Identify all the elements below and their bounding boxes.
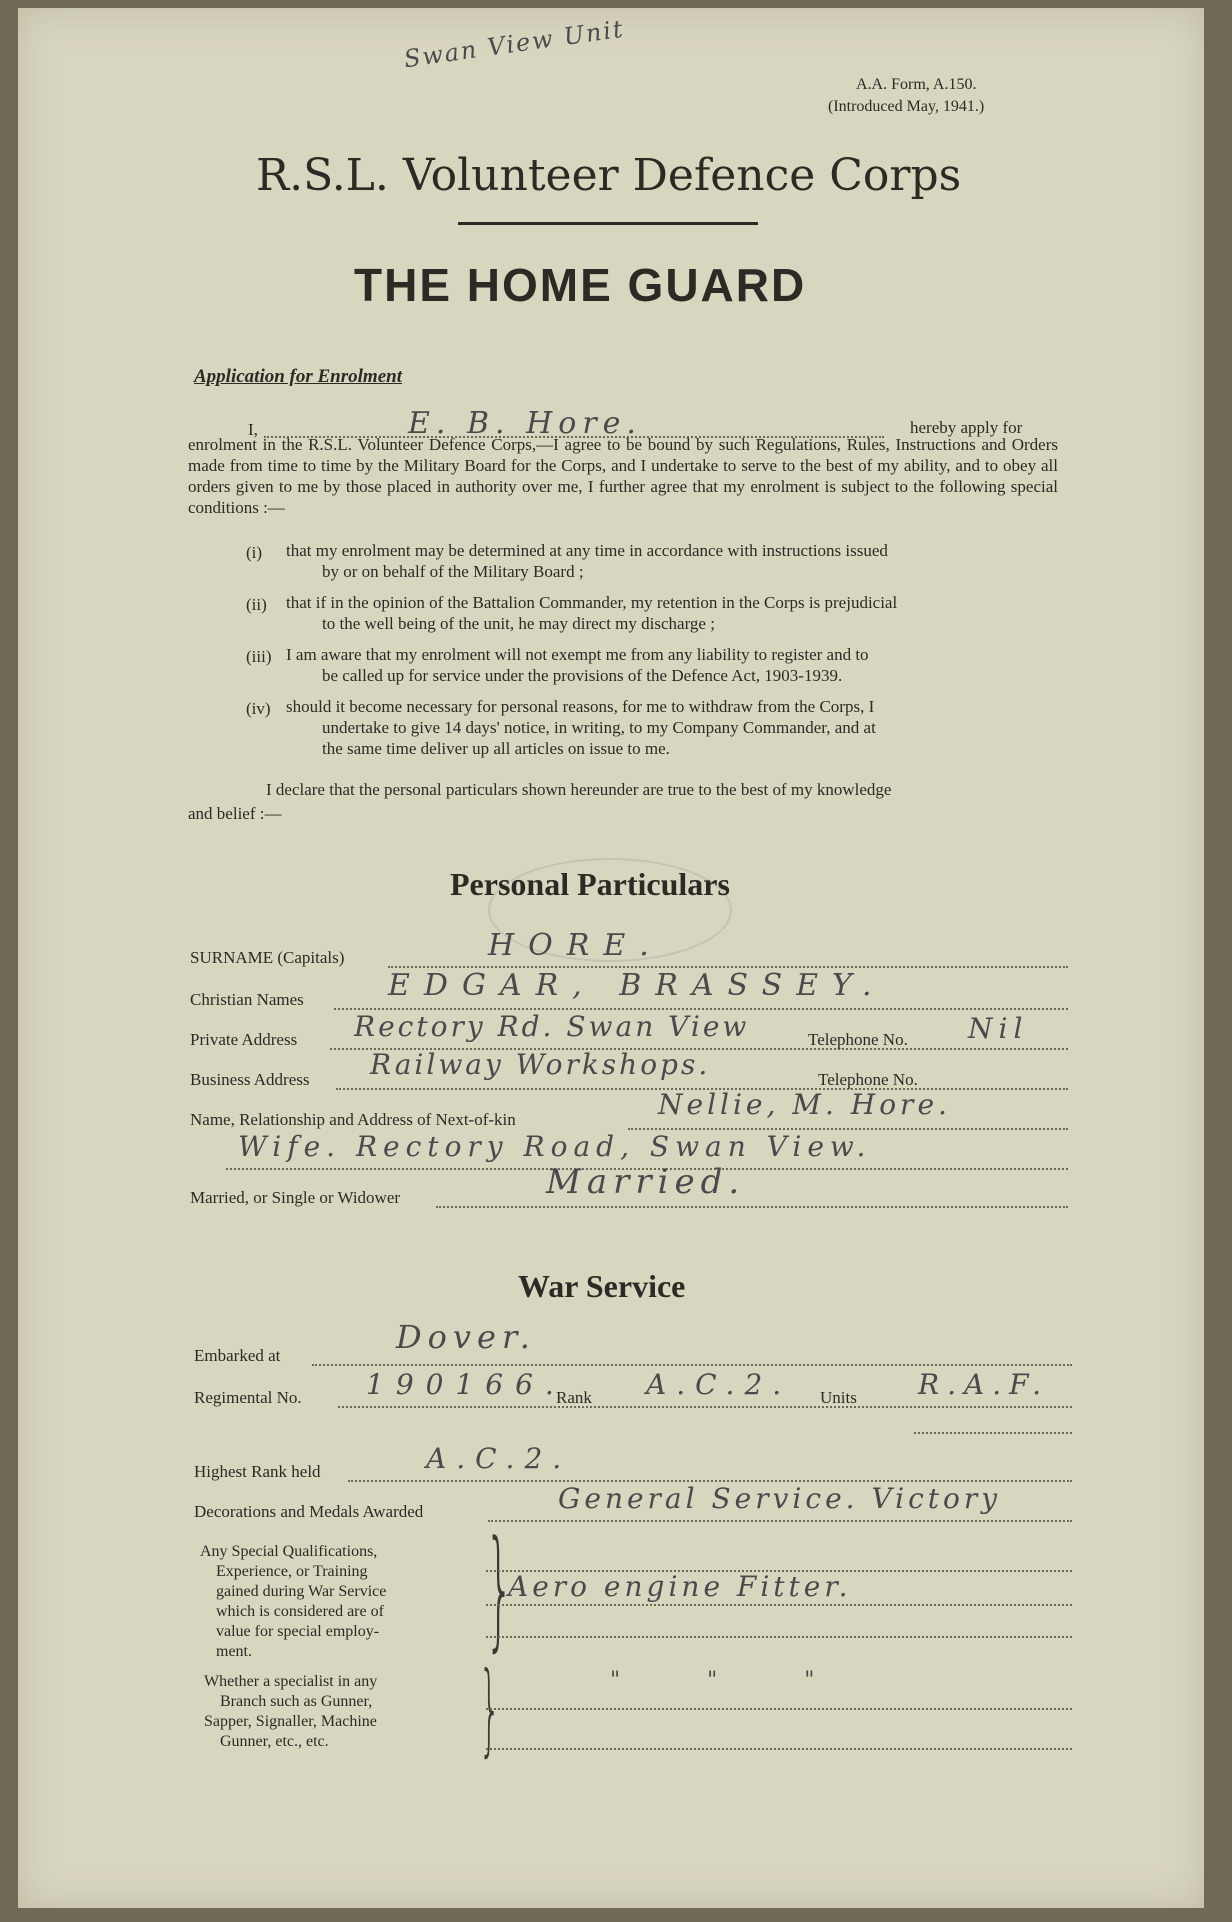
regimental-number-value: 190166. — [366, 1368, 566, 1401]
condition-1-line2: by or on behalf of the Military Board ; — [322, 562, 584, 581]
qualifications-brace: } — [484, 1512, 514, 1664]
private-telephone-label: Telephone No. — [808, 1030, 908, 1049]
applicant-name: E. B. Hore. — [408, 406, 642, 441]
qualifications-value: Aero engine Fitter. — [508, 1570, 852, 1603]
embarked-line — [312, 1364, 1072, 1366]
condition-3-line1: I am aware that my enrolment will not exempt me from any liability to register and to — [286, 645, 869, 664]
war-service-heading: War Service — [518, 1268, 686, 1304]
next-of-kin-label: Name, Relationship and Address of Next-of-kin — [190, 1110, 516, 1129]
private-address-label: Private Address — [190, 1030, 298, 1049]
qualifications-label-line4: which is considered are of — [216, 1603, 384, 1620]
units-value: R.A.F. — [918, 1368, 1050, 1401]
condition-1-number: (i) — [246, 543, 263, 562]
handwritten-annotation: Swan View Unit — [402, 14, 627, 74]
marital-status-label: Married, or Single or Widower — [190, 1188, 401, 1207]
surname-value: HORE. — [488, 928, 663, 963]
decorations-label: Decorations and Medals Awarded — [194, 1502, 424, 1521]
next-of-kin-value: Nellie, M. Hore. — [658, 1088, 951, 1121]
christian-names-label: Christian Names — [190, 990, 304, 1009]
condition-4 — [246, 696, 1066, 759]
marital-status-line — [436, 1206, 1068, 1208]
specialist-label-line3: Sapper, Signaller, Machine — [204, 1713, 377, 1730]
business-address-value: Railway Workshops. — [370, 1048, 711, 1081]
qualifications-label-line1: Any Special Qualifications, — [200, 1543, 378, 1560]
rank-value: A.C.2. — [646, 1368, 792, 1401]
christian-names-value: EDGAR, BRASSEY. — [388, 968, 886, 1003]
application-heading: Application for Enrolment — [194, 366, 402, 387]
business-address-label: Business Address — [190, 1070, 310, 1089]
specialist-brace: } — [478, 1650, 501, 1767]
condition-4-line3: the same time deliver up all articles on issue to me. — [322, 739, 670, 758]
condition-1-line1: that my enrolment may be determined at any time in accordance with instructions issued — [286, 541, 888, 560]
highest-rank-label: Highest Rank held — [194, 1462, 321, 1481]
embarked-value: Dover. — [396, 1318, 536, 1356]
qualifications-label-line3: gained during War Service — [216, 1583, 387, 1600]
declaration-suffix: hereby apply for — [910, 418, 1023, 437]
condition-3-number: (iii) — [246, 647, 272, 666]
title-rule — [458, 222, 758, 225]
units-line-2 — [914, 1432, 1072, 1434]
form-paper — [18, 8, 1204, 1908]
form-introduced-date: (Introduced May, 1941.) — [828, 98, 985, 115]
specialist-value: " " " — [610, 1668, 855, 1693]
condition-2-number: (ii) — [246, 595, 267, 614]
qualifications-label-line6: ment. — [216, 1643, 252, 1660]
condition-1 — [246, 540, 1066, 582]
declaration-prefix: I, — [248, 420, 258, 439]
private-address-value: Rectory Rd. Swan View — [354, 1010, 750, 1043]
qualifications-label — [200, 1542, 386, 1662]
condition-4-number: (iv) — [246, 699, 271, 718]
specialist-line-2 — [486, 1748, 1072, 1750]
specialist-label-line1: Whether a specialist in any — [204, 1673, 378, 1690]
belief-statement-line2: and belief :— — [188, 804, 282, 823]
condition-3-line2: be called up for service under the provisions of the Defence Act, 1903-1939. — [322, 666, 843, 685]
form-reference: A.A. Form, A.150. — [856, 76, 977, 93]
units-label: Units — [820, 1388, 857, 1407]
surname-label: SURNAME (Capitals) — [190, 948, 345, 967]
condition-2-line2: to the well being of the unit, he may direct my discharge ; — [322, 614, 715, 633]
regimental-number-line — [338, 1406, 1072, 1408]
personal-heading: Personal Particulars — [450, 866, 730, 902]
regimental-number-label: Regimental No. — [194, 1388, 302, 1407]
specialist-line-1 — [486, 1708, 1072, 1710]
corps-title: R.S.L. Volunteer Defence Corps — [256, 150, 962, 201]
condition-2-line1: that if in the opinion of the Battalion Commander, my retention in the Corps is prejudicial — [286, 593, 898, 612]
qualifications-line-2 — [486, 1604, 1072, 1606]
decorations-value: General Service. Victory — [558, 1482, 1002, 1515]
qualifications-label-line2: Experience, or Training — [216, 1563, 368, 1580]
next-of-kin-address: Wife. Rectory Road, Swan View. — [238, 1130, 872, 1163]
specialist-label — [204, 1672, 377, 1752]
belief-statement-line1: I declare that the personal particulars shown hereunder are true to the best of my knowledge — [266, 780, 892, 799]
condition-4-line2: undertake to give 14 days' notice, in writing, to my Company Commander, and at — [322, 718, 876, 737]
condition-2 — [246, 592, 1066, 634]
specialist-label-line4: Gunner, etc., etc. — [220, 1733, 329, 1750]
business-telephone-label: Telephone No. — [818, 1070, 918, 1089]
condition-3 — [246, 644, 1066, 686]
main-title: THE HOME GUARD — [354, 259, 807, 311]
rank-label: Rank — [556, 1388, 592, 1407]
specialist-label-line2: Branch such as Gunner, — [220, 1693, 373, 1710]
declaration-body: enrolment in the R.S.L. Volunteer Defence Corps,—I agree to be bound by such Regulations, Rules, Instructions and Orders made from time to time by the Military Board for the Corps, and I undertake to serve to the best of my ability, and to obey all orders given to me by those placed in authority over me, I further agree that my enrolment is subject to the following special conditions :— — [188, 435, 1058, 517]
qualifications-line-3 — [486, 1636, 1072, 1638]
condition-4-line1: should it become necessary for personal reasons, for me to withdraw from the Corps, I — [286, 697, 875, 716]
private-telephone-value: Nil — [968, 1012, 1029, 1045]
qualifications-label-line5: value for special employ- — [216, 1623, 380, 1640]
marital-status-value: Married. — [546, 1162, 746, 1202]
embarked-label: Embarked at — [194, 1346, 281, 1365]
decorations-line — [488, 1520, 1072, 1522]
highest-rank-value: A.C.2. — [426, 1442, 572, 1475]
